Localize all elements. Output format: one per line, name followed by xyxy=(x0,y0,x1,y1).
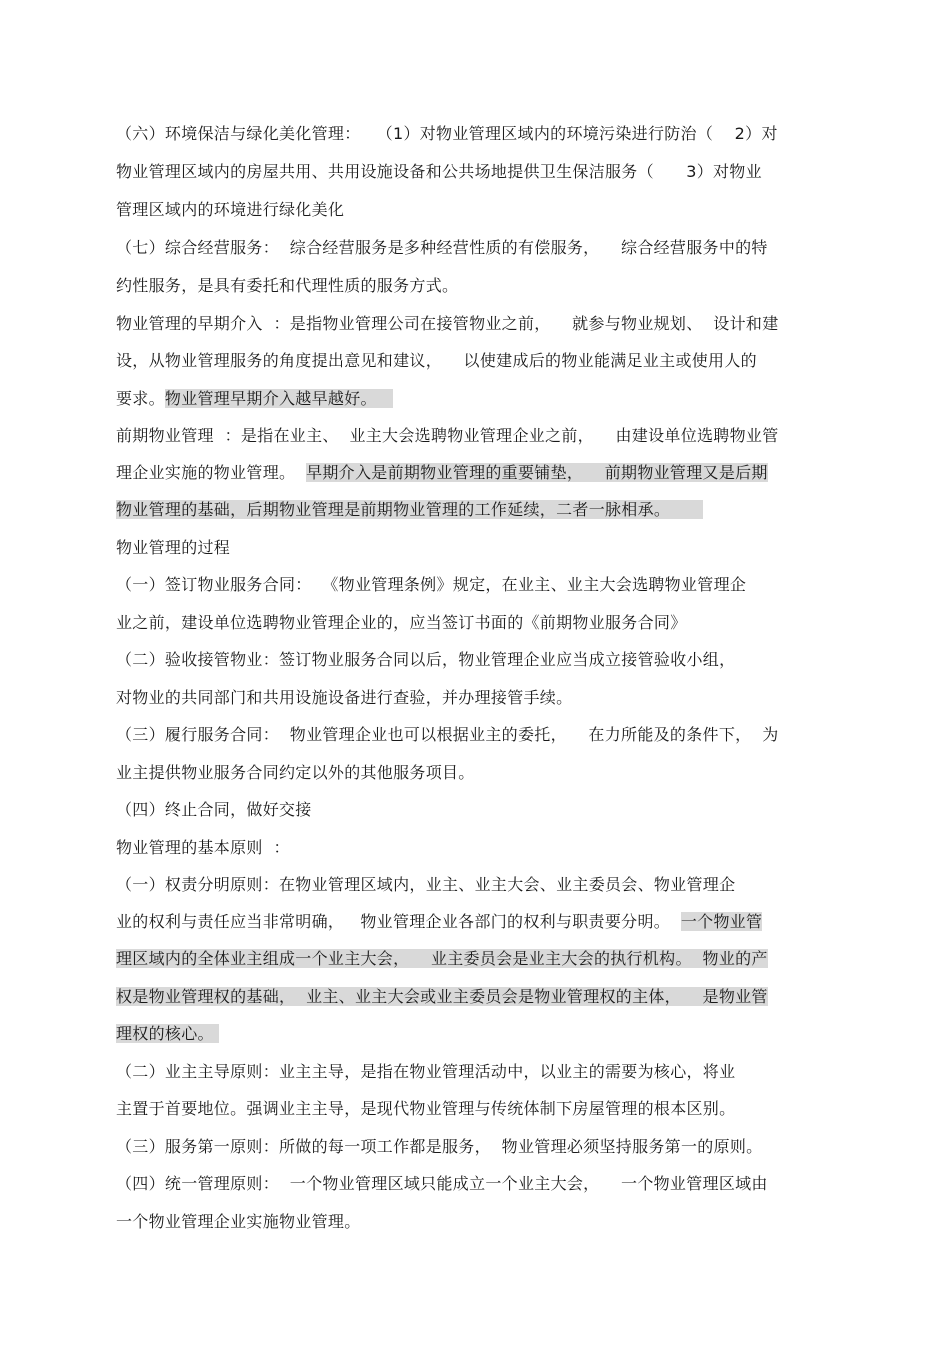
text-line: 业的权利与责任应当非常明确， 物业管理企业各部门的权利与职责要分明。 一个物业管 xyxy=(116,912,763,931)
text-line xyxy=(116,940,768,977)
text-line: （一）签订物业服务合同： 《物业管理条例》规定，在业主、业主大会选聘物业管理企 xyxy=(116,575,747,594)
text-line: 一个物业管理企业实施物业管理。 xyxy=(116,1212,361,1231)
text-line: （二）验收接管物业：签订物业服务合同以后，物业管理企业应当成立接管验收小组， xyxy=(116,650,736,669)
highlighted-text: 物业管理的基础，后期物业管理是前期物业管理的工作延续，二者一脉相承。 xyxy=(116,500,703,519)
text-line: 对物业的共同部门和共用设施设备进行查验，并办理接管手续。 xyxy=(116,688,573,707)
highlighted-text: 物业管理早期介入越早越好。 xyxy=(164,389,393,408)
text-line: 约性服务，是具有委托和代理性质的服务方式。 xyxy=(116,276,459,295)
text-line: 物业管理区域内的房屋共用、共用设施设备和公共场地提供卫生保洁服务（ 3）对物业 xyxy=(116,162,762,181)
highlighted-text: 早期介入是前期物业管理的重要铺垫， 前期物业管理又是后期 xyxy=(306,463,768,482)
text-line: （六）环境保洁与绿化美化管理： （1）对物业管理区域内的环境污染进行防治（ 2）对 xyxy=(116,124,778,143)
text-line: 物业管理的早期介入 ：是指物业管理公司在接管物业之前， 就参与物业规划、 设计和建 xyxy=(116,314,779,333)
text-line xyxy=(116,491,703,528)
text-line: （一）权责分明原则：在物业管理区域内，业主、业主大会、业主委员会、物业管理企 xyxy=(116,875,736,894)
text-line: 物业管理的过程 xyxy=(116,538,231,557)
text-line: 物业管理的基本原则 ： xyxy=(116,838,290,857)
text-line: 管理区域内的环境进行绿化美化 xyxy=(116,200,345,219)
text-line: 业之前，建设单位选聘物业管理企业的，应当签订书面的《前期物业服务合同》 xyxy=(116,613,687,632)
text-line: （四）终止合同，做好交接 xyxy=(116,800,312,819)
highlighted-text: 理权的核心。 xyxy=(116,1024,220,1043)
text-line: （二）业主主导原则：业主主导，是指在物业管理活动中，以业主的需要为核心，将业 xyxy=(116,1062,736,1081)
highlighted-text: 权是物业管理权的基础， 业主、业主大会或业主委员会是物业管理权的主体， 是物业管 xyxy=(116,987,768,1006)
highlighted-text: 一个物业管 xyxy=(680,912,763,931)
text-line: 主置于首要地位。强调业主主导，是现代物业管理与传统体制下房屋管理的根本区别。 xyxy=(116,1099,736,1118)
text-line: （三）履行服务合同： 物业管理企业也可以根据业主的委托， 在力所能及的条件下， 为 xyxy=(116,725,779,744)
text-line: （七）综合经营服务： 综合经营服务是多种经营性质的有偿服务， 综合经营服务中的特 xyxy=(116,238,768,257)
text-line: （四）统一管理原则： 一个物业管理区域只能成立一个业主大会， 一个物业管理区域由 xyxy=(116,1174,768,1193)
highlighted-text: 理区域内的全体业主组成一个业主大会， 业主委员会是业主大会的执行机构。 物业的产 xyxy=(116,949,768,968)
text-line: 理企业实施的物业管理。 早期介入是前期物业管理的重要铺垫， 前期物业管理又是后期 xyxy=(116,463,768,482)
text-line: （三）服务第一原则：所做的每一项工作都是服务， 物业管理必须坚持服务第一的原则。 xyxy=(116,1137,763,1156)
text-line xyxy=(116,1015,219,1052)
text-line: 要求。物业管理早期介入越早越好。 xyxy=(116,389,393,408)
text-line: 业主提供物业服务合同约定以外的其他服务项目。 xyxy=(116,763,475,782)
text-line xyxy=(116,978,768,1015)
text-line: 前期物业管理 ：是指在业主、 业主大会选聘物业管理企业之前， 由建设单位选聘物业管 xyxy=(116,426,779,445)
text-line: 设，从物业管理服务的角度提出意见和建议， 以使建成后的物业能满足业主或使用人的 xyxy=(116,351,757,370)
